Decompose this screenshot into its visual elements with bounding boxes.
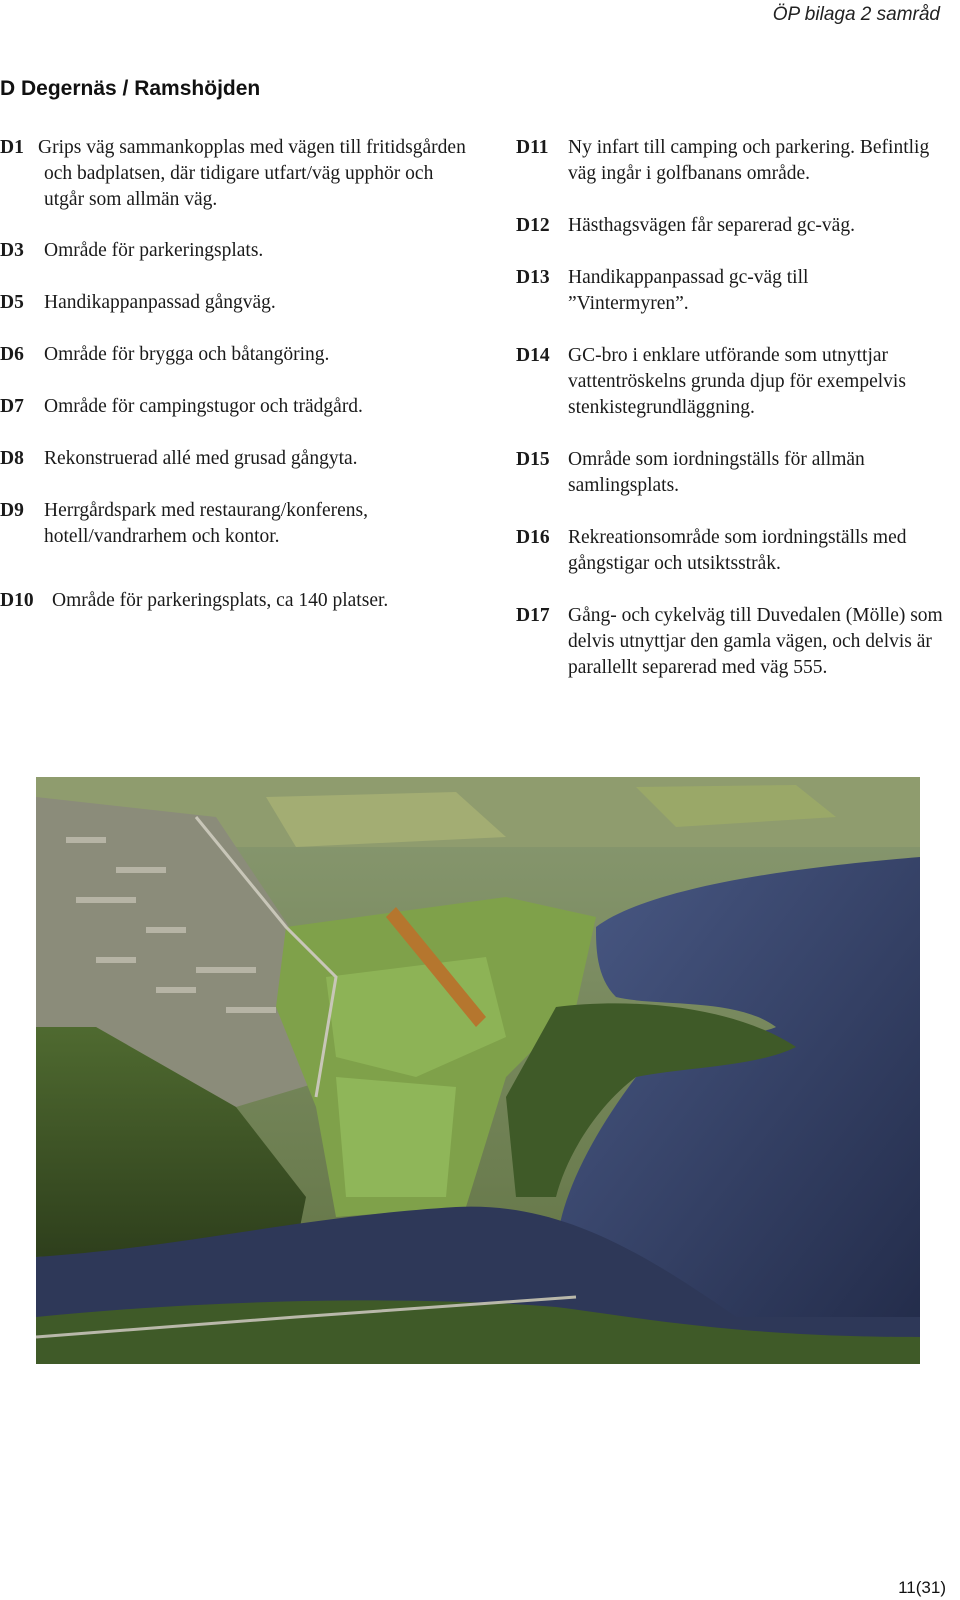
item-text: Grips väg sammankopplas med vägen till fritidsgården och badplatsen, där tidigare utfart/väg upphör och utgår som allmän väg. xyxy=(38,137,466,210)
list-item-d12 xyxy=(516,213,956,239)
item-code: D5 xyxy=(0,292,24,313)
list-item-d8 xyxy=(0,446,470,472)
list-item-d5 xyxy=(0,290,470,316)
item-text: Handikappanpassad gångväg. xyxy=(44,292,276,313)
item-code: D16 xyxy=(516,527,550,548)
header-note: ÖP bilaga 2 samråd xyxy=(772,4,940,25)
item-code: D11 xyxy=(516,137,549,158)
list-item-d9 xyxy=(0,498,470,550)
item-text: GC-bro i enklare utförande som utnyttjar vattentröskelns grunda djup för exempelvis stenkistegrundläggning. xyxy=(568,345,906,418)
list-item-d13 xyxy=(516,265,856,317)
aerial-photo xyxy=(36,777,920,1364)
item-text: Område för campingstugor och trädgård. xyxy=(44,396,363,417)
list-item-d15 xyxy=(516,447,936,499)
item-text: Område för brygga och båtangöring. xyxy=(44,344,330,365)
item-text: Hästhagsvägen får separerad gc-väg. xyxy=(568,215,855,236)
list-item-d11 xyxy=(516,135,956,187)
item-text: Ny infart till camping och parkering. Befintlig väg ingår i golfbanans område. xyxy=(568,137,930,184)
item-code: D9 xyxy=(0,500,24,521)
list-item-d6 xyxy=(0,342,470,368)
item-text: Område för parkeringsplats. xyxy=(44,240,264,261)
aerial-photo-drawing xyxy=(36,777,920,1364)
item-code: D17 xyxy=(516,605,550,626)
list-item-d16 xyxy=(516,525,956,577)
item-text: Område för parkeringsplats, ca 140 platser. xyxy=(52,590,389,611)
item-text: Gång- och cykelväg till Duvedalen (Mölle) som delvis utnyttjar den gamla vägen, och delvis är parallellt separerad med väg 555. xyxy=(568,605,943,678)
item-text: Rekreationsområde som iordningställs med gångstigar och utsiktsstråk. xyxy=(568,527,907,574)
item-code: D15 xyxy=(516,449,550,470)
item-code: D1 xyxy=(0,137,24,158)
item-text: Område som iordningställs för allmän samlingsplats. xyxy=(568,449,865,496)
item-text: Herrgårdspark med restaurang/konferens, hotell/vandrarhem och kontor. xyxy=(44,500,368,547)
page-number: 11(31) xyxy=(898,1578,946,1597)
item-code: D14 xyxy=(516,345,550,366)
item-text: Handikappanpassad gc-väg till ”Vintermyren”. xyxy=(568,267,809,314)
section-title: D Degernäs / Ramshöjden xyxy=(0,77,261,100)
list-item-d3 xyxy=(0,238,470,264)
item-code: D7 xyxy=(0,396,24,417)
item-text: Rekonstruerad allé med grusad gångyta. xyxy=(44,448,358,469)
item-code: D10 xyxy=(0,590,34,611)
list-item-d10 xyxy=(0,588,470,614)
item-code: D8 xyxy=(0,448,24,469)
item-code: D13 xyxy=(516,267,550,288)
item-code: D3 xyxy=(0,240,24,261)
list-item-d17 xyxy=(516,603,960,681)
item-code: D12 xyxy=(516,215,550,236)
list-item-d1 xyxy=(0,135,470,213)
list-item-d7 xyxy=(0,394,470,420)
list-item-d14 xyxy=(516,343,956,421)
item-code: D6 xyxy=(0,344,24,365)
